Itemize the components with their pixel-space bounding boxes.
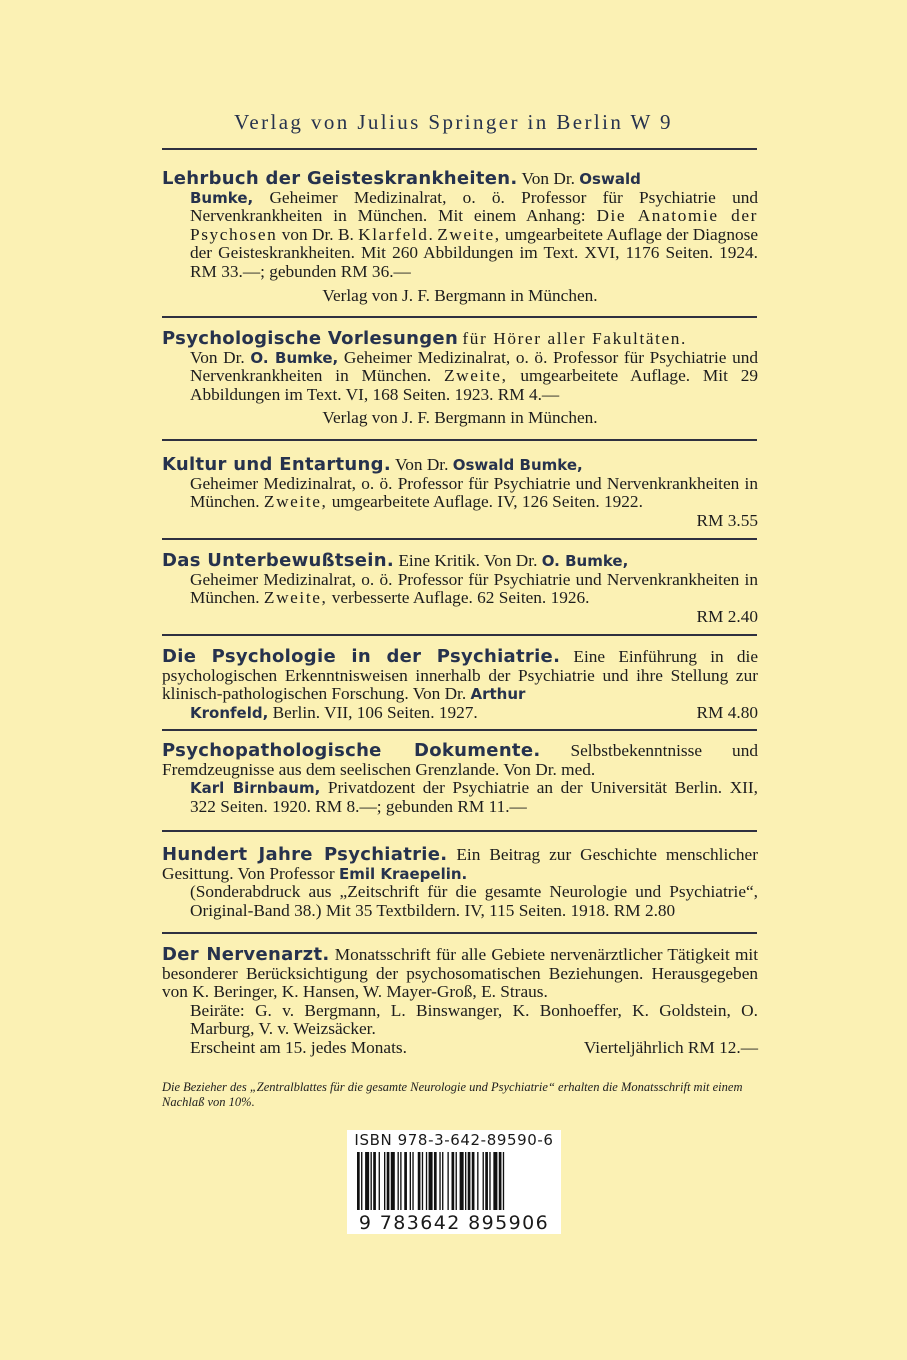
book-price: RM 4.80 xyxy=(696,702,758,722)
book-entry xyxy=(162,648,758,722)
book-author: Emil Kraepelin. xyxy=(338,864,468,883)
barcode-bar xyxy=(477,1152,478,1210)
barcode-bar xyxy=(357,1152,360,1210)
isbn-label: ISBN 978-3-642-89590-6 xyxy=(354,1131,554,1149)
book-text: Geheimer Medizinalrat, o. ö. Professor für Psychiatrie und Nervenkrankheiten in München. Mit einem Anhang: xyxy=(190,187,758,226)
barcode-bar xyxy=(485,1152,488,1210)
book-title: Kultur und Entartung. xyxy=(162,454,391,475)
book-text: umgearbeitete Auflage. IV, 126 Seiten. 1922. xyxy=(327,492,643,512)
barcode-bar xyxy=(489,1152,490,1210)
barcode xyxy=(347,1130,561,1234)
book-text: . xyxy=(428,224,438,244)
barcode-bar xyxy=(468,1152,471,1210)
book-text: Geheimer Medizinalrat, o. ö. Professor für Psychiatrie und Nervenkrankheiten in München. xyxy=(190,347,759,386)
book-author: Oswald Bumke, xyxy=(452,456,583,474)
entry-rule xyxy=(162,729,757,731)
barcode-bar xyxy=(434,1152,437,1210)
barcode-bar xyxy=(499,1152,502,1210)
subscriber-note: Die Bezieher des „Zentralblattes für die gesamte Neurologie und Psychiatrie“ erhalten die Monatsschrift mit einem Nachlaß von 10%. xyxy=(162,1080,743,1109)
entry-rule xyxy=(162,439,757,441)
book-title: Psychopathologische Dokumente. xyxy=(162,740,541,761)
book-text: Ein Beitrag zur Geschichte menschlicher Gesittung. Von Professor xyxy=(162,845,758,883)
book-text: Selbstbekenntnisse und Fremdzeugnisse aus dem seelischen Grenzlande. Von Dr. med. xyxy=(162,741,758,779)
book-text: Von Dr. xyxy=(190,347,251,367)
barcode-bar xyxy=(400,1152,401,1210)
book-entry xyxy=(162,170,758,305)
ean-digits: 9 783642 895906 xyxy=(358,1212,550,1234)
barcode-bar xyxy=(493,1152,497,1210)
barcode-bar xyxy=(465,1152,466,1210)
book-text: Eine Kritik. Von Dr. xyxy=(394,551,542,570)
book-entry xyxy=(162,456,758,530)
book-author: Arthur xyxy=(470,685,526,704)
book-text: Zweite, xyxy=(437,224,501,244)
barcode-bar xyxy=(460,1152,464,1210)
book-text: Zweite, xyxy=(263,588,328,608)
barcode-bar xyxy=(418,1152,421,1210)
book-imprint: Verlag von J. F. Bergmann in München. xyxy=(322,408,598,428)
book-text: umgearbeitete Auflage. Mit 29 Abbildungen im Text. VI, 168 Seiten. 1923. RM 4.— xyxy=(190,366,758,404)
barcode-bar xyxy=(422,1152,423,1210)
book-text: Die Anatomie der Psychosen xyxy=(190,206,759,244)
book-text: Berlin. VII, 106 Seiten. 1927. xyxy=(268,702,478,722)
barcode-bar xyxy=(447,1152,448,1210)
book-text: (Sonderabdruck aus „Zeitschrift für die gesamte Neurologie und Psychiatrie“, Original-Band 38.) Mit 35 Textbildern. IV, 115 Seiten. 1918. RM 2.80 xyxy=(190,882,758,920)
book-title: Hundert Jahre Psychiatrie. xyxy=(162,844,448,865)
book-author: O. Bumke, xyxy=(541,552,629,570)
barcode-bar xyxy=(384,1152,385,1210)
barcode-bar xyxy=(456,1152,457,1210)
barcode-bar xyxy=(410,1152,411,1210)
book-price: RM 2.40 xyxy=(696,606,758,626)
barcode-bar xyxy=(412,1152,413,1210)
book-title: Psychologische Vorlesungen xyxy=(162,328,459,349)
book-author: Oswald xyxy=(579,170,641,188)
book-text: verbesserte Auflage. 62 Seiten. 1926. xyxy=(327,588,590,608)
barcode-bar xyxy=(361,1152,362,1210)
book-title: Lehrbuch der Geisteskrankheiten. xyxy=(162,168,518,189)
book-text: Klarfeld xyxy=(358,224,429,244)
book-text: Geheimer Medizinalrat, o. ö. Professor für Psychiatrie und Nervenkrankheiten in München. xyxy=(190,569,758,608)
book-entry xyxy=(162,946,758,1058)
barcode-bar xyxy=(439,1152,440,1210)
book-text: Zweite, xyxy=(443,366,508,386)
book-author: Bumke, xyxy=(190,188,254,207)
book-text: Von Dr. xyxy=(390,455,453,474)
book-text: Erscheint am 15. jedes Monats. xyxy=(190,1037,407,1057)
barcode-bar xyxy=(404,1152,407,1210)
barcode-bar xyxy=(483,1152,484,1210)
book-text: Monatsschrift für alle Gebiete nervenärztlicher Tätigkeit mit besonderer Berücksichtigung der psychosomatischen Beziehungen. Herausgegeben von K. Beringer, K. Hansen, W. Mayer-Groß, E. Straus. xyxy=(162,945,759,1002)
entry-rule xyxy=(162,830,757,832)
book-entry xyxy=(162,742,758,816)
header-rule xyxy=(162,148,757,150)
entry-rule xyxy=(162,932,757,934)
book-imprint: Verlag von J. F. Bergmann in München. xyxy=(322,285,598,305)
entry-rule xyxy=(162,316,757,318)
barcode-bar xyxy=(472,1152,475,1210)
barcode-bar xyxy=(371,1152,372,1210)
book-text: Von Dr. xyxy=(517,169,580,188)
book-author: Karl Birnbaum, xyxy=(190,779,321,798)
book-text: Zweite, xyxy=(263,492,328,512)
book-text: Privatdozent der Psychiatrie an der Universität Berlin. XII, 322 Seiten. 1920. RM 8.—; gebunden RM 11.— xyxy=(190,778,758,816)
entry-rule xyxy=(162,538,757,540)
barcode-bar xyxy=(452,1152,455,1210)
book-title: Der Nervenarzt. xyxy=(162,944,330,965)
barcode-bar xyxy=(398,1152,399,1210)
publisher-header: Verlag von Julius Springer in Berlin W 9 xyxy=(234,110,673,134)
book-author: Kronfeld, xyxy=(190,703,269,722)
barcode-bar xyxy=(365,1152,369,1210)
book-text: umgearbeitete Auflage der Diagnose der Geisteskrankheiten. Mit 260 Abbildungen im Text. XVI, 1176 Seiten. 1924. RM 33.—; gebunden RM 36.— xyxy=(190,224,758,281)
barcode-bar xyxy=(387,1152,390,1210)
barcode-bar xyxy=(503,1152,504,1210)
barcode-bar xyxy=(379,1152,380,1210)
book-text: von Dr. B. xyxy=(277,224,359,244)
barcode-bar xyxy=(426,1152,427,1210)
book-entry xyxy=(162,552,758,626)
book-text: für Hörer aller Fakultäten. xyxy=(462,329,687,348)
book-entry xyxy=(162,330,758,428)
book-title: Die Psychologie in der Psychiatrie. xyxy=(162,646,561,667)
book-text: Beiräte: G. v. Bergmann, L. Binswanger, K. Bonhoeffer, K. Goldstein, O. Marburg, V. v. Weizsäcker. xyxy=(190,1000,758,1039)
book-author: O. Bumke, xyxy=(250,348,339,367)
barcode-bar xyxy=(391,1152,395,1210)
book-text: Eine Einführung in die psychologischen Erkenntnisweisen innerhalb der Psychiatrie und ihre Stellung zur klinisch-pathologischen Forschung. Von Dr. xyxy=(162,647,759,704)
book-text: Geheimer Medizinalrat, o. ö. Professor für Psychiatrie und Nervenkrankheiten in München. xyxy=(190,473,758,512)
book-entry xyxy=(162,846,758,920)
book-title: Das Unterbewußtsein. xyxy=(162,550,395,571)
barcode-bar xyxy=(373,1152,376,1210)
entry-rule xyxy=(162,634,757,636)
book-price: RM 3.55 xyxy=(696,510,758,530)
book-price: Vierteljährlich RM 12.— xyxy=(583,1037,758,1057)
barcode-bar xyxy=(442,1152,443,1210)
barcode-bar xyxy=(429,1152,433,1210)
